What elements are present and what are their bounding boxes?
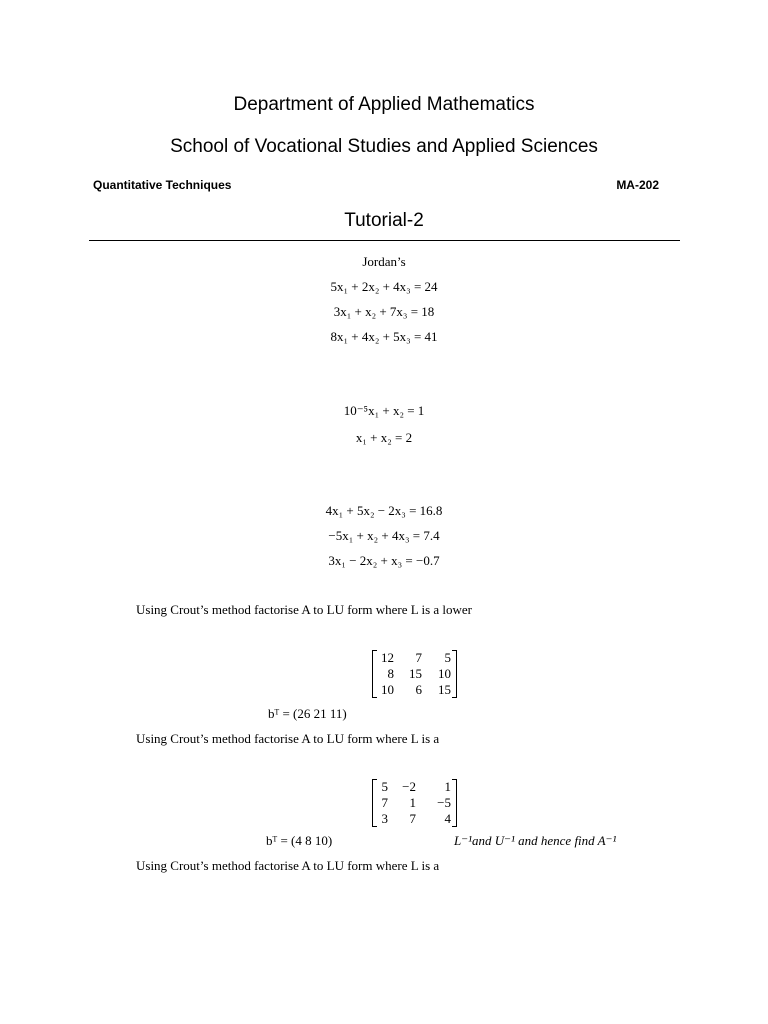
school-title: School of Vocational Studies and Applied Sciences <box>170 136 598 157</box>
matrix-left-bracket <box>372 779 377 827</box>
matrix-right-bracket <box>452 650 457 698</box>
tutorial-title: Tutorial-2 <box>344 210 424 231</box>
matrix-left-bracket <box>372 650 377 698</box>
matrix-cell: 7 <box>409 811 416 826</box>
header-divider <box>89 240 680 241</box>
jordan-label: Jordan’s <box>362 254 406 269</box>
system3-eq3: 3x₁ − 2x₂ + x₃ = −0.7 <box>328 553 440 568</box>
matrix-cell: 5 <box>381 779 388 794</box>
b-vector-2: bᵀ = (4 8 10) <box>266 833 333 848</box>
matrix-cell: 7 <box>381 795 388 810</box>
system1-eq3: 8x₁ + 4x₂ + 5x₃ = 41 <box>330 329 438 344</box>
system1-eq2: 3x₁ + x₂ + 7x₃ = 18 <box>333 304 435 319</box>
inverse-note: L⁻¹and U⁻¹ and hence find A⁻¹ <box>454 833 617 848</box>
matrix-cell: 12 <box>381 650 394 665</box>
b-vector-1: bᵀ = (26 21 11) <box>268 706 347 721</box>
system2-eq2: x₁ + x₂ = 2 <box>355 430 413 445</box>
matrix-cell: 4 <box>444 811 451 826</box>
matrix-cell: −5 <box>437 795 451 810</box>
crout-instruction-3: Using Crout’s method factorise A to LU form where L is a <box>136 858 440 873</box>
matrix-cell: 15 <box>409 666 422 681</box>
matrix-cell: 10 <box>438 666 451 681</box>
matrix-2 <box>372 779 457 827</box>
department-title: Department of Applied Mathematics <box>233 94 535 115</box>
system1-eq1: 5x₁ + 2x₂ + 4x₃ = 24 <box>330 279 438 294</box>
crout-instruction-1: Using Crout’s method factorise A to LU form where L is a lower <box>136 602 473 617</box>
matrix-cell: 15 <box>438 682 451 697</box>
matrix-cell: 3 <box>381 811 388 826</box>
matrix-cell: 1 <box>409 795 416 810</box>
crout-instruction-2: Using Crout’s method factorise A to LU form where L is a <box>136 731 440 746</box>
matrix-cell: 6 <box>415 682 422 697</box>
matrix-1 <box>372 650 457 698</box>
course-code: MA-202 <box>616 178 659 192</box>
subject-name: Quantitative Techniques <box>93 178 232 192</box>
system3-eq1: 4x₁ + 5x₂ − 2x₃ = 16.8 <box>325 503 443 518</box>
system2-eq1: 10⁻⁵x₁ + x₂ = 1 <box>343 403 425 418</box>
matrix-cell: 10 <box>381 682 394 697</box>
matrix-cell: 5 <box>444 650 451 665</box>
matrix-cell: 7 <box>415 650 422 665</box>
matrix-cell: 1 <box>444 779 451 794</box>
matrix-right-bracket <box>452 779 457 827</box>
matrix-cell: 8 <box>387 666 394 681</box>
system3-eq2: −5x₁ + x₂ + 4x₃ = 7.4 <box>328 528 440 543</box>
matrix-cell: −2 <box>402 779 416 794</box>
